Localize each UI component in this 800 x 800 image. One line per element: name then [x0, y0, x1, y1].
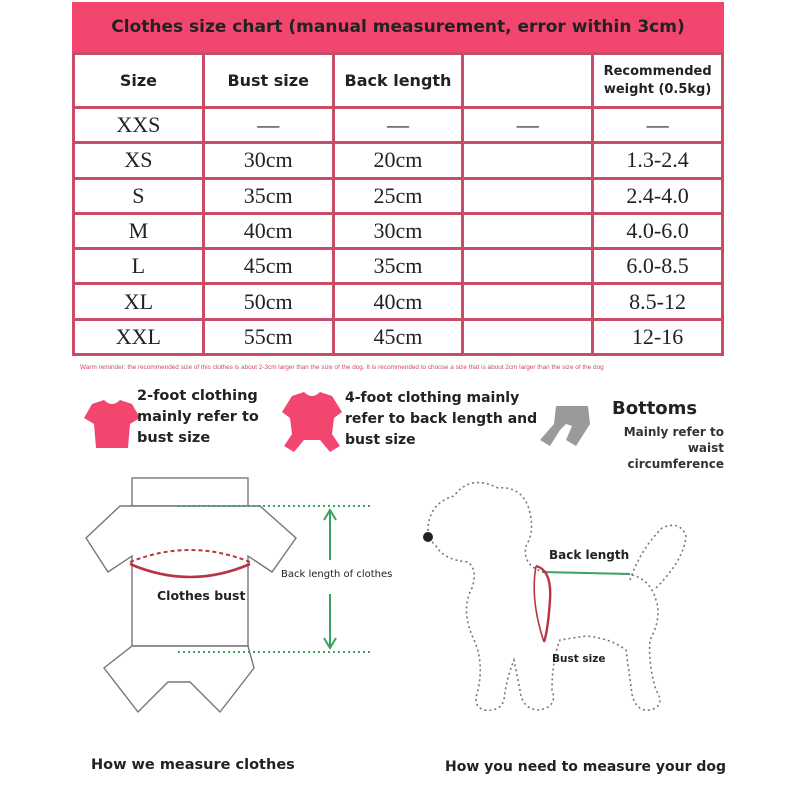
four-foot-line2: refer to back length and — [345, 411, 538, 427]
four-foot-legend — [345, 388, 537, 451]
cell-back: 25cm — [333, 178, 463, 213]
two-foot-line2: mainly refer to — [137, 409, 259, 425]
bottoms-subtitle — [598, 424, 724, 472]
cell-size: S — [74, 178, 204, 213]
cell-bust: 45cm — [203, 249, 333, 284]
cell-bust: 35cm — [203, 178, 333, 213]
dog-outline — [428, 483, 686, 711]
clothes-bust-label: Clothes bust — [157, 588, 246, 603]
two-foot-line1: 2-foot clothing — [137, 388, 258, 404]
dog-bust-measure — [534, 566, 550, 642]
cell-back: 20cm — [333, 143, 463, 178]
header-back-length: Back length — [333, 54, 463, 108]
back-length-clothes-label: Back length of clothes — [281, 569, 393, 580]
cell-size: XL — [74, 284, 204, 319]
cell-size: XS — [74, 143, 204, 178]
two-foot-line3: bust size — [137, 430, 211, 446]
cell-bust: — — [203, 108, 333, 143]
two-foot-shirt-icon — [84, 400, 140, 448]
dog-nose — [423, 532, 433, 542]
header-bust: Bust size — [203, 54, 333, 108]
four-foot-suit-icon — [282, 392, 342, 452]
bust-size-label: Bust size — [552, 653, 606, 665]
cell-bust: 55cm — [203, 319, 333, 354]
cell-size: XXL — [74, 319, 204, 354]
warm-reminder: Warm reminder: the recommended size of this clothes is about 2-3cm larger than the size of the dog. It is recommended to choose a size that is about 2cm larger than the size of the dog — [80, 364, 604, 371]
header-weight-line2: weight (0.5kg) — [603, 81, 712, 97]
page-title: Clothes size chart (manual measurement, error within 3cm) — [72, 2, 724, 52]
cell-bust: 40cm — [203, 213, 333, 248]
cell-weight: 8.5-12 — [593, 284, 723, 319]
cell-extra: — — [463, 108, 593, 143]
cell-size: M — [74, 213, 204, 248]
bottoms-icon — [540, 406, 590, 446]
bottoms-sub-line1: Mainly refer to waist — [623, 425, 724, 455]
bottoms-sub-line2: circumference — [627, 457, 724, 471]
caption-dog: How you need to measure your dog — [445, 759, 727, 775]
cell-weight: 1.3-2.4 — [593, 143, 723, 178]
four-foot-line1: 4-foot clothing mainly — [345, 390, 520, 406]
back-length-label: Back length — [549, 548, 630, 562]
cell-back: — — [333, 108, 463, 143]
cell-size: L — [74, 249, 204, 284]
cell-bust: 50cm — [203, 284, 333, 319]
header-weight-line1: Recommended — [603, 63, 712, 79]
cell-back: 30cm — [333, 213, 463, 248]
bottoms-title: Bottoms — [612, 398, 698, 419]
cell-weight: — — [593, 108, 723, 143]
cell-size: XXS — [74, 108, 204, 143]
cell-back: 45cm — [333, 319, 463, 354]
dog-back-length-measure — [542, 572, 630, 574]
cell-back: 40cm — [333, 284, 463, 319]
two-foot-legend — [137, 386, 259, 449]
cell-weight: 12-16 — [593, 319, 723, 354]
cell-weight: 6.0-8.5 — [593, 249, 723, 284]
four-foot-line3: bust size — [345, 432, 416, 448]
cell-weight: 4.0-6.0 — [593, 213, 723, 248]
cell-bust: 30cm — [203, 143, 333, 178]
cell-back: 35cm — [333, 249, 463, 284]
cell-weight: 2.4-4.0 — [593, 178, 723, 213]
caption-clothes: How we measure clothes — [91, 757, 295, 773]
header-size: Size — [74, 54, 204, 108]
